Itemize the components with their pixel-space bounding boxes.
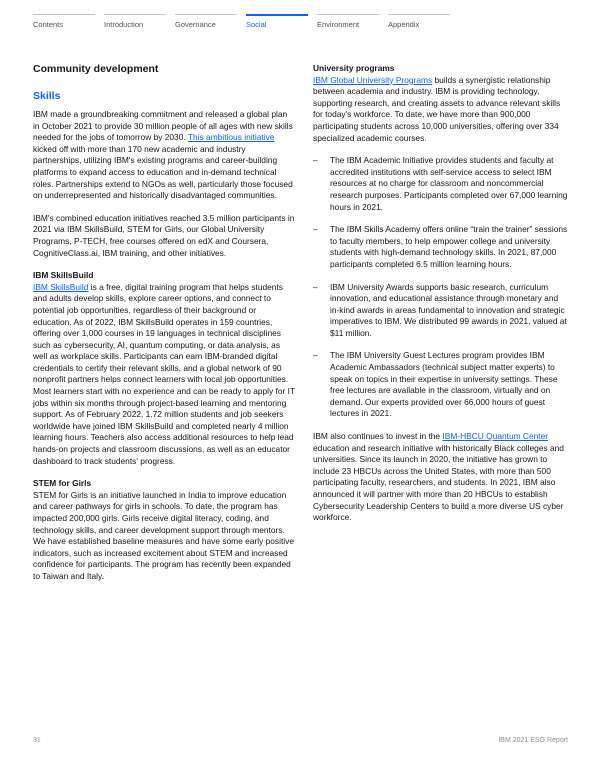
section-heading-skills: Skills	[33, 90, 61, 102]
list-item	[313, 155, 568, 213]
skills-intro-paragraph	[33, 109, 295, 202]
university-awards-bullet: IBM University Awards supports basic research, curriculum innovation, and educational assistance through monetary and in-kind awards in areas fundamental to innovation and strategic imperatives to IBM. We distributed 99 awards in 2021, valued at $11 million.	[330, 281, 567, 338]
hbcu-quantum-center-link[interactable]: IBM-HBCU Quantum Center	[442, 431, 549, 442]
nav-item-social[interactable]: Social	[246, 14, 308, 29]
nav-item-contents[interactable]: Contents	[33, 14, 95, 29]
intro-text-post: kicked off with more than 170 new academic and industry partnerships, utilizing IBM's existing programs and career-building platforms to expand access to education and in-demand technical roles. Partnerships extend to NGOs as well, particularly those focused on underrepresented and historically disadvantaged communities.	[33, 143, 293, 201]
stem-for-girls-paragraph: STEM for Girls is an initiative launched in India to improve education and career pathways for girls in schools. To date, the program has impacted 200,000 girls. Girls receive digital literacy, coding, and technology skills, and career development support through mentors. We have established baseline measures and have some early positive indicators, such as increased excitement about STEM and increased confidence for participants. The program has recently been expanded to Taiwan and Italy.	[33, 489, 295, 581]
bullet-dash: –	[313, 281, 318, 292]
page-content	[33, 63, 568, 594]
nav-item-environment[interactable]: Environment	[317, 14, 379, 29]
page-footer	[33, 737, 568, 744]
subheading-university-programs: University programs	[313, 63, 395, 73]
university-programs-list	[313, 155, 568, 420]
top-nav	[33, 14, 568, 29]
skillsbuild-text: is a free, digital training program that helps students and adults develop skills, explore career options, and connect to potential job opportunities, regardless of their background or education. As of 2022, IBM SkillsBuild operates in 159 countries, offering over 1,000 courses in 19 languages in technical disciplines such as cybersecurity, AI, quantum computing, or data analysis, as well as workplace skills. Participants can earn IBM-branded digital credentials to certify their relevant skills, and a global network of 90 nonprofit partners helps connect learners with local job opportunities. Most learners start with no experience and can be ready to apply for IT jobs within six months through project-based learning and mentoring support. As of February 2022, 1.72 million students and job seekers worldwide have joined IBM SkillsBuild and completed nearly 4 million learning hours. Teachers also access additional resources to help lead hands-on projects and classroom discussions, as well as an educator dashboard to track students' progress.	[33, 281, 295, 466]
bullet-dash: –	[313, 224, 318, 235]
hbcu-paragraph	[313, 431, 568, 524]
nav-item-governance[interactable]: Governance	[175, 14, 237, 29]
report-title: IBM 2021 ESG Report	[498, 737, 568, 744]
page-number: 31	[33, 737, 41, 744]
list-item	[313, 282, 568, 340]
ambitious-initiative-link[interactable]: This ambitious initiative	[187, 132, 275, 143]
global-university-programs-link[interactable]: IBM Global University Programs	[313, 74, 433, 85]
university-programs-paragraph	[313, 75, 568, 145]
left-column	[33, 63, 295, 594]
hbcu-text-post: education and research initiative with historically Black colleges and universities. Since its launch in 2020, the initiative has grown to include 23 HBCUs across the United States, with more than 500 participating faculty, researchers, and students. In 2021, IBM also announced it will partner with more than 20 HBCUs to establish Cybersecurity Leadership Centers to build a more diverse US cyber workforce.	[313, 442, 564, 523]
guest-lectures-bullet: The IBM University Guest Lectures program provides IBM Academic Ambassadors (technical subject matter experts) to speak on topics in their expertise in university settings. These free lectures are available in the classroom, virtually and on demand. Our experts provided over 66,000 hours of guest lectures in 2021.	[330, 350, 558, 419]
university-programs-text: builds a synergistic relationship between academia and industry. IBM is providing technology, supporting research, and creating assets to advance relevant skills for today's workforce. To date, we have more than 900,000 participating students across 10,000 universities, offering over 334 specialized academic courses.	[313, 74, 561, 143]
academic-initiative-bullet: The IBM Academic Initiative provides students and faculty at accredited institutions with self-service access to select IBM resources at no charge for classroom and noncommercial research purposes. Participants completed over 67,000 learning hours in 2021.	[330, 155, 568, 212]
skillsbuild-paragraph	[33, 282, 295, 468]
subheading-stem-for-girls: STEM for Girls	[33, 478, 92, 489]
bullet-dash: –	[313, 350, 318, 361]
hbcu-text-pre: IBM also continues to invest in the	[313, 431, 443, 442]
ibm-skillsbuild-link[interactable]: IBM SkillsBuild	[33, 281, 89, 292]
nav-item-introduction[interactable]: Introduction	[104, 14, 166, 29]
list-item	[313, 350, 568, 420]
page-title: Community development	[33, 63, 159, 75]
nav-item-appendix[interactable]: Appendix	[388, 14, 450, 29]
skills-academy-bullet: The IBM Skills Academy offers online “train the trainer” sessions to faculty members, to help empower college and university students with high-demand technology skills. In 2021, 87,000 participants completed 6.5 million learning hours.	[330, 224, 568, 269]
intro-text-pre: IBM made a groundbreaking commitment and released a global plan in October 2021 to provide 30 million people of all ages with new skills needed for the jobs of tomorrow by 2030.	[33, 109, 293, 143]
subheading-ibm-skillsbuild: IBM SkillsBuild	[33, 270, 94, 281]
right-column	[313, 63, 568, 594]
bullet-dash: –	[313, 155, 318, 166]
list-item	[313, 224, 568, 270]
education-initiatives-paragraph: IBM's combined education initiatives reached 3.5 million participants in 2021 via IBM SkillsBuild, STEM for Girls, our Global University Programs, P-TECH, free courses offered on edX and Coursera, CognitiveClass.ai, IBM training, and other initiatives.	[33, 212, 295, 258]
